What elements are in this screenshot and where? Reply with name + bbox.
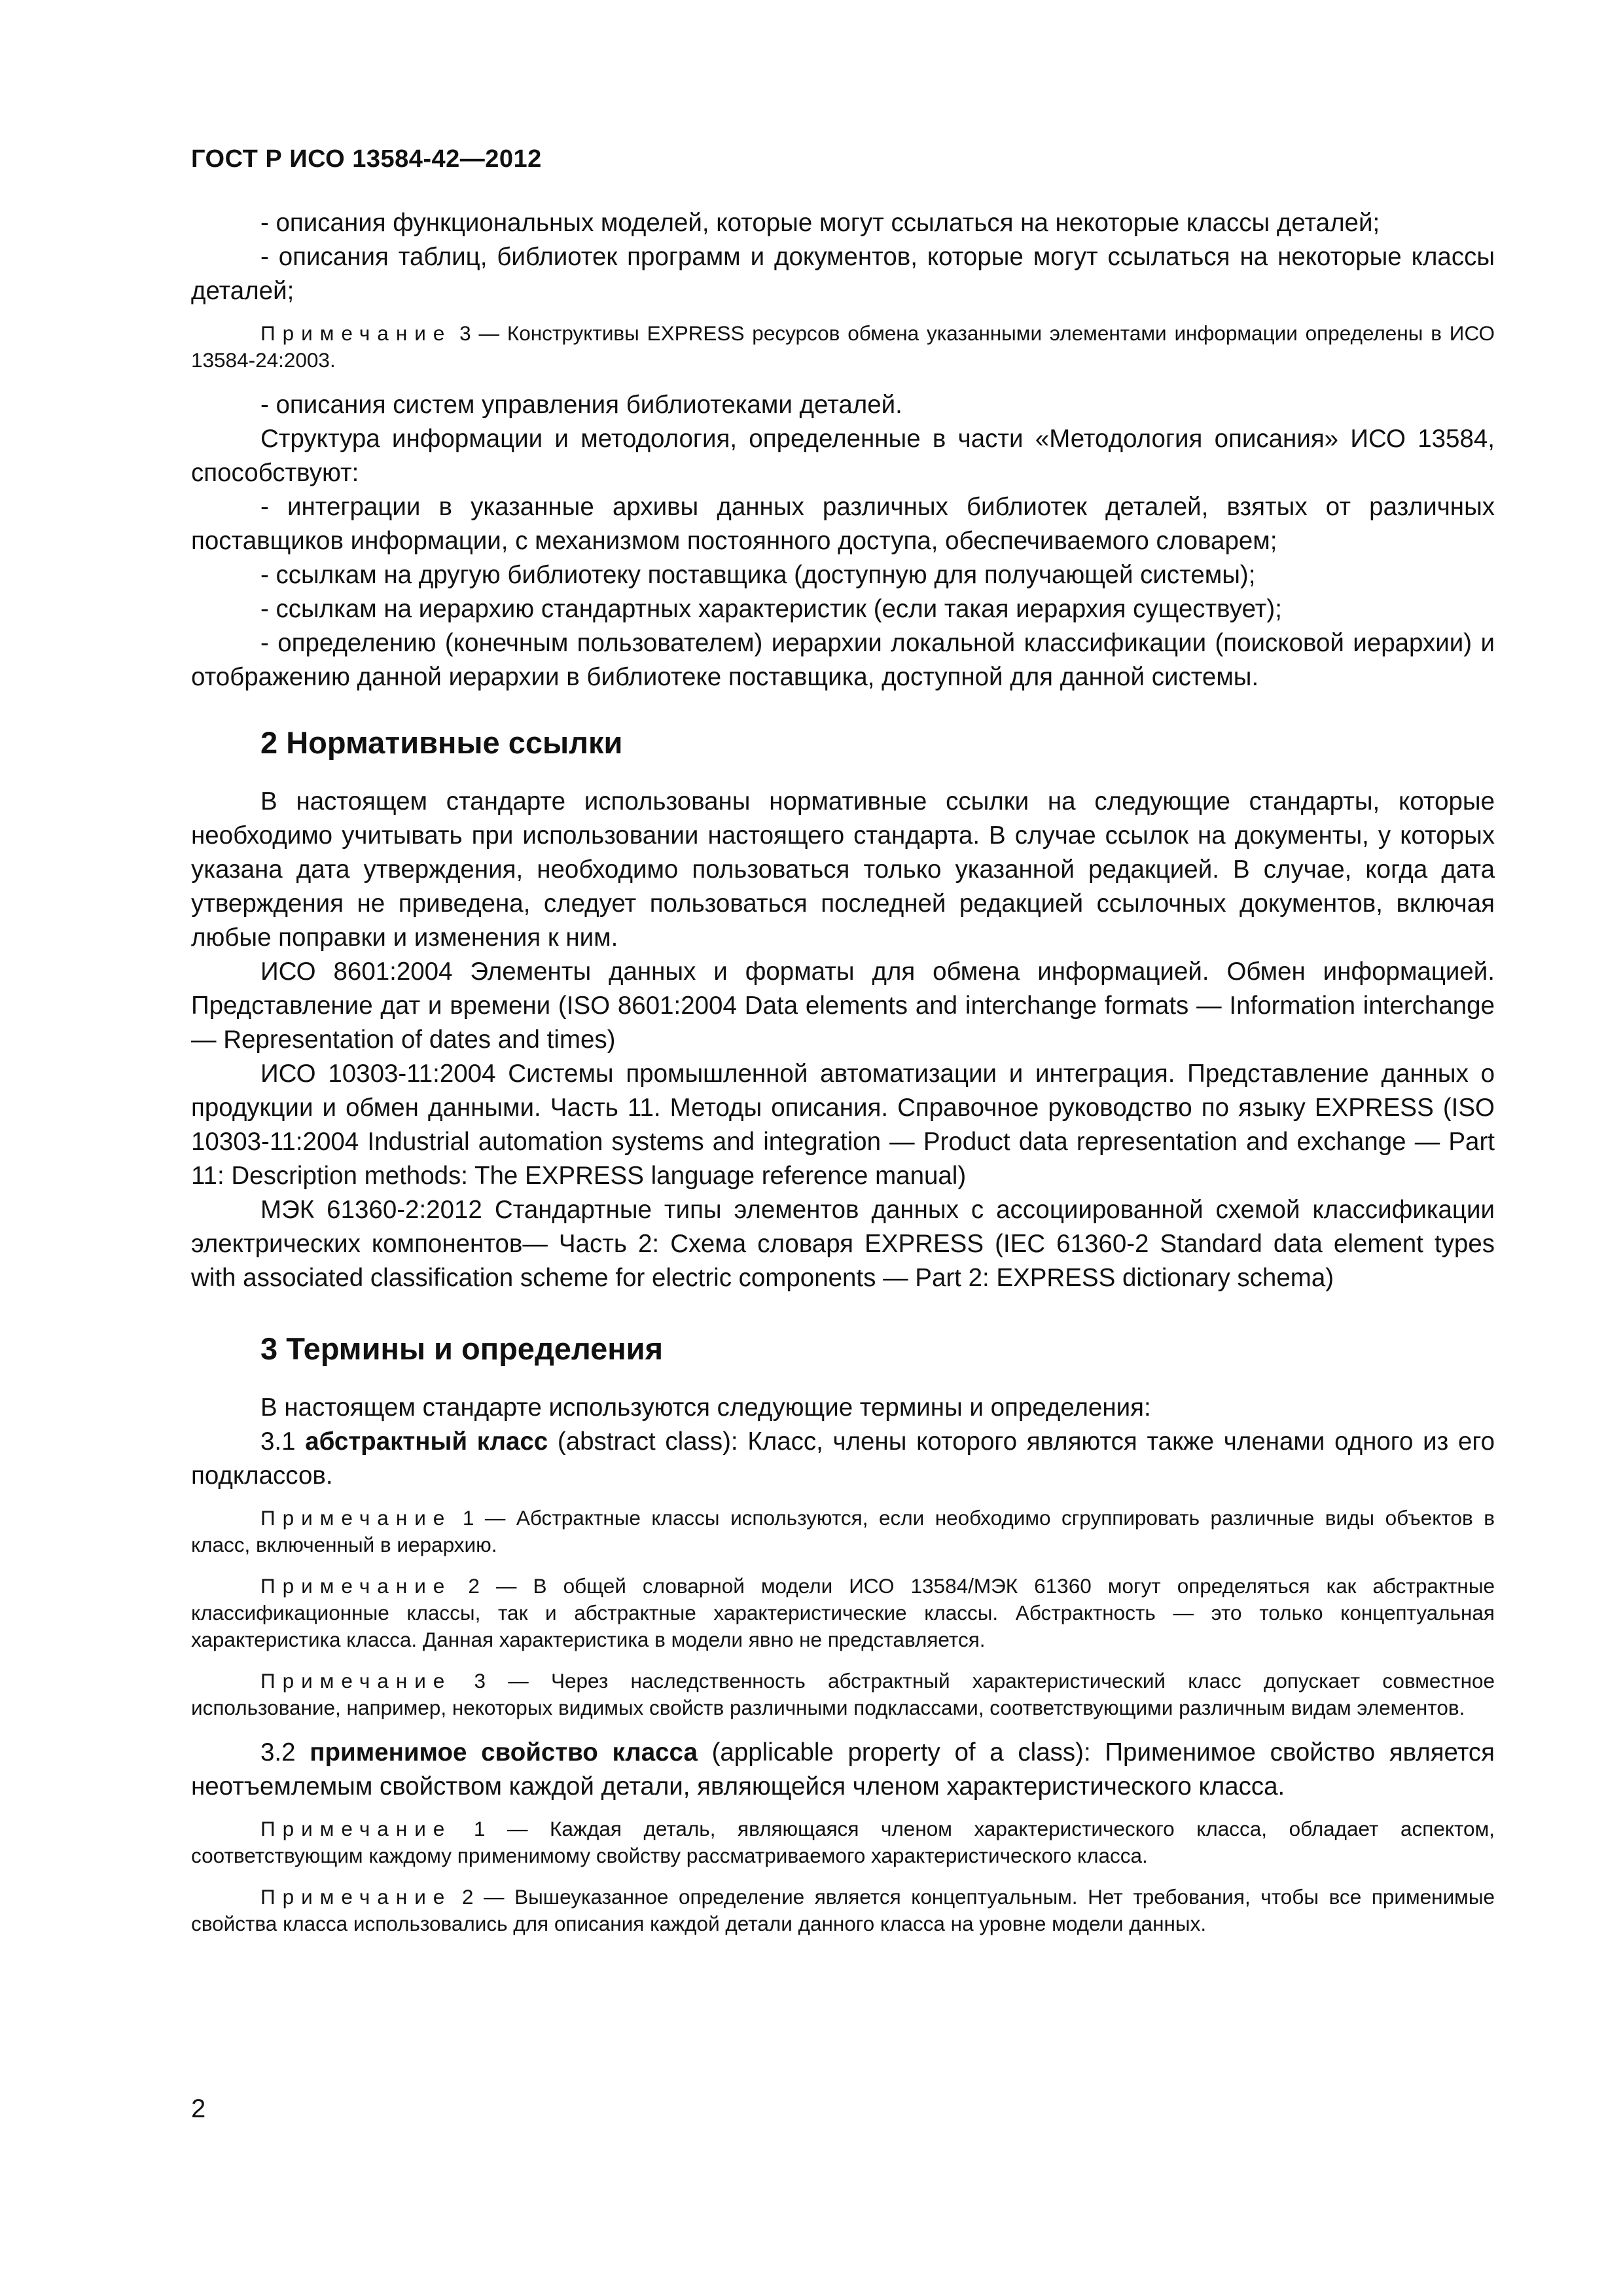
- list-item: - описания функциональных моделей, которые могут ссылаться на некоторые классы деталей;: [260, 209, 1380, 237]
- term-definition: [191, 1425, 1495, 1493]
- section-heading-terms: 3 Термины и определения: [260, 1331, 663, 1366]
- paragraph: В настоящем стандарте используются следующие термины и определения:: [260, 1393, 1151, 1422]
- note-label: Примечание: [260, 321, 452, 345]
- note-text: 3 — Конструктивы EXPRESS ресурсов обмена указанными элементами информации определены в ИСО 13584-24:2003.: [191, 321, 1495, 372]
- note-text: 2 — Вышеуказанное определение является концептуальным. Нет требования, чтобы все применимые свойства класса использовались для описания каждой детали данного класса на уровне модели данных.: [191, 1885, 1495, 1935]
- note: [191, 1816, 1495, 1869]
- note-text: 2 — В общей словарной модели ИСО 13584/МЭК 61360 могут определяться как абстрактные классификационные классы, так и абстрактные характеристические классы. Абстрактность — это только концептуальная характеристика класса. Данная характеристика в модели явно не представляется.: [191, 1574, 1495, 1651]
- note: [191, 1668, 1495, 1721]
- term-number: 3.1: [260, 1427, 306, 1456]
- note-label: Примечание: [260, 1817, 452, 1840]
- reference-item: ИСО 10303-11:2004 Системы промышленной автоматизации и интеграция. Представление данных о продукции и обмен данными. Часть 11. Методы описания. Справочное руководство по языку EXPRESS (ISO 10303-11:2004 Industrial automation systems and integration — Product data representation and exchange — Part 11: Description methods: The EXPRESS language reference manual): [191, 1060, 1495, 1190]
- list-item: - ссылкам на иерархию стандартных характеристик (если такая иерархия существует);: [260, 595, 1282, 623]
- note: [191, 1505, 1495, 1558]
- note-text: 1 — Каждая деталь, являющаяся членом характеристического класса, обладает аспектом, соответствующим каждому применимому свойству рассматриваемого характеристического класса.: [191, 1817, 1495, 1867]
- term-number: 3.2: [260, 1738, 310, 1767]
- page-number: 2: [191, 2094, 206, 2123]
- term-text: (abstract class): Класс, члены которого являются также членами одного из его подклассов.: [191, 1427, 1495, 1490]
- note-label: Примечание: [260, 1669, 452, 1693]
- list-item: - описания систем управления библиотеками деталей.: [260, 391, 902, 419]
- term: абстрактный класс: [305, 1427, 548, 1456]
- note-label: Примечание: [260, 1885, 452, 1909]
- paragraph: Структура информации и методология, определенные в части «Методология описания» ИСО 13584, способствуют:: [191, 425, 1495, 487]
- list-item: - ссылкам на другую библиотеку поставщика (доступную для получающей системы);: [260, 561, 1256, 589]
- document-header: ГОСТ Р ИСО 13584-42—2012: [191, 145, 542, 173]
- note: [191, 1573, 1495, 1653]
- term-definition: [191, 1736, 1495, 1804]
- document-body: [191, 206, 1495, 1952]
- list-item: - интеграции в указанные архивы данных различных библиотек деталей, взятых от различных поставщиков информации, с механизмом постоянного доступа, обеспечиваемого словарем;: [191, 493, 1495, 555]
- list-item: - описания таблиц, библиотек программ и документов, которые могут ссылаться на некоторые классы деталей;: [191, 243, 1495, 305]
- reference-item: МЭК 61360-2:2012 Стандартные типы элементов данных с ассоциированной схемой классификации электрических компонентов— Часть 2: Схема словаря EXPRESS (IEC 61360-2 Standard data element types with associated classification scheme for electric components — Part 2: EXPRESS dictionary schema): [191, 1196, 1495, 1292]
- note-label: Примечание: [260, 1506, 452, 1530]
- note: [191, 1884, 1495, 1937]
- note-text: 1 — Абстрактные классы используются, если необходимо сгруппировать различные виды объектов в класс, включенный в иерархию.: [191, 1506, 1495, 1556]
- term: применимое свойство класса: [310, 1738, 698, 1767]
- section-heading-normative-references: 2 Нормативные ссылки: [260, 725, 623, 760]
- paragraph: В настоящем стандарте использованы нормативные ссылки на следующие стандарты, которые необходимо учитывать при использовании настоящего стандарта. В случае ссылок на документы, у которых указана дата утверждения, необходимо пользоваться только указанной редакцией. В случае, когда дата утверждения не приведена, следует пользоваться последней редакцией ссылочных документов, включая любые поправки и изменения к ним.: [191, 787, 1495, 952]
- list-item: - определению (конечным пользователем) иерархии локальной классификации (поисковой иерархии) и отображению данной иерархии в библиотеке поставщика, доступной для данной системы.: [191, 629, 1495, 691]
- note: [191, 320, 1495, 374]
- reference-item: ИСО 8601:2004 Элементы данных и форматы для обмена информацией. Обмен информацией. Представление дат и времени (ISO 8601:2004 Data elements and interchange formats — Information interchange — Representation of dates and times): [191, 958, 1495, 1054]
- note-label: Примечание: [260, 1574, 452, 1598]
- note-text: 3 — Через наследственность абстрактный характеристический класс допускает совместное использование, например, некоторых видимых свойств различными подклассами, соответствующими различным видам элементов.: [191, 1669, 1495, 1719]
- term-text: (applicable property of a class): Применимое свойство является неотъемлемым свойством каждой детали, являющейся членом характеристического класса.: [191, 1738, 1495, 1801]
